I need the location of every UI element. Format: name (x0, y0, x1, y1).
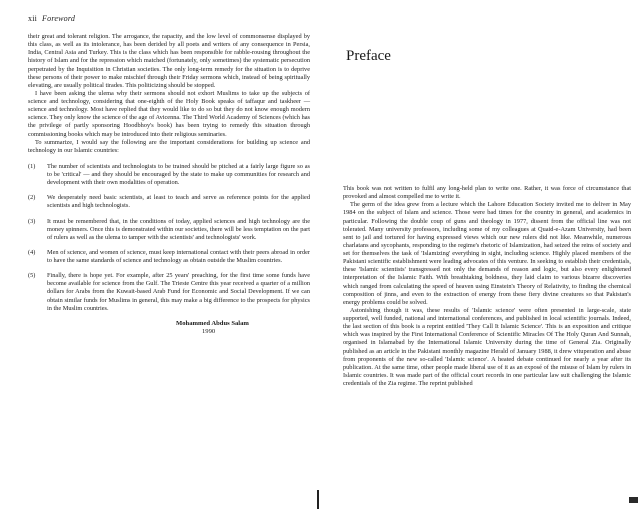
list-item (28, 194, 310, 210)
foreword-body (28, 33, 310, 337)
list-item-text: It must be remembered that, in the conditions of today, applied sciences and high technology are the money spinners. Once this is demonstrated within our societies, there will be less temptation on the part of rulers as well as the ulema to tamper with the scientists' and technologists' work. (47, 217, 310, 241)
list-item (28, 249, 310, 265)
list-item-number: (2) (28, 194, 36, 202)
list-item-number: (1) (28, 162, 36, 170)
foreword-paragraph: their great and tolerant religion. The arrogance, the rapacity, and the low level of commonsense displayed by this class, as well as its intolerance, has been derided by all poets and writers of any consequence in Persia, India, Central Asia and Turkey. This is the class which has been responsible for rabble-rousing throughout the history of Islam and for the repression which matched (fortunately, only sometimes) the systematic persecution perpetrated by the Inquisition in Christian societies. The only long-term remedy for the situation is to deprive these persons of their power to make mischief through their Friday sermons which, instead of being spiritually elevating, are usually political tirades. This politicizing should be stopped. (28, 33, 310, 89)
preface-paragraph: The germ of the idea grew from a lecture which the Lahore Education Society invited me to deliver in May 1984 on the subject of Islam and science. Those were bad times for the country in general, and academics in particular. Following the double coup of guns and theology in 1977, dissent from the official line was not tolerated. Many university professors, including some of my colleagues at Quaid-e-Azam University, had been sent to jail and tortured for having expressed views which our new rulers did not like. Meanwhile, numerous charlatans and sycophants, responding to the regime's rhetoric of Islamization, had seized the reins of society and set for themselves the task of 'Islamizing' everything in sight, including science. Highly placed members of the Pakistani scientific establishment were leading advocates of this venture. In seeking to establish their credentials, these 'Islamic scientists' transgressed not only the demands of reason and logic, but also every enlightened interpretation of the Islamic Faith. With breathtaking boldness, they laid claim to various bizarre discoveries which ranged from calculating the speed of heaven using Einstein's Theory of Relativity, to finding the chemical composition of jinns, and even to the extraction of energy from these fiery divine creatures so that Pakistan's energy problems could be solved. (343, 201, 631, 306)
list-item-text: The number of scientists and technologists to be trained should be pitched at a fairly large figure so as to be 'critical' — and they should be encouraged by the state to make up communities for research and development with their own modalities of operation. (47, 162, 310, 187)
page-number: xii (28, 14, 38, 23)
page-corner-mark (629, 497, 638, 503)
preface-title: Preface (346, 48, 391, 64)
foreword-paragraph: To summarize, I would say the following are the important considerations for building up science and technology in our Islamic countries: (28, 138, 310, 154)
running-title: Foreword (42, 14, 76, 23)
list-item (28, 272, 310, 313)
list-item-text: Finally, there is hope yet. For example, after 25 years' preaching, for the first time some funds have become available for science from the Gulf. The Trieste Centre this year received a quarter of a million dollars for Arabs from the Kuwait-based Arab Fund for Economic and Social Development. If we can obtain similar funds for Muslims in general, this may make a big difference to the prospects for physics in the Muslim countries. (47, 272, 310, 312)
signature-year: 1990 (202, 328, 216, 336)
list-item (28, 163, 310, 187)
list-item-text: Men of science, and women of science, must keep international contact with their peers abroad in order to have the same standards of science and technology as obtain outside the Muslim countries. (47, 248, 310, 264)
list-item (28, 218, 310, 242)
foreword-paragraph: I have been asking the ulema why their sermons should not exhort Muslims to take up the subjects of science and technology, considering that one-eighth of the Holy Book speaks of taffaqur and taskheer — science and technology. Most have replied that they would like to do so but they do not know enough modern science. They only know the science of the age of Avicenna. The Third World Academy of Sciences (which has the privilege of partly sponsoring Hoodbhoy's book) has been trying to remedy this situation through commissioning books which may be introduced into their religious seminaries. (28, 89, 310, 138)
list-item-number: (3) (28, 217, 36, 225)
list-item-text: We desperately need basic scientists, at least to teach and serve as reference points for the applied scientists and high technologists. (47, 194, 310, 210)
right-page (319, 0, 638, 509)
preface-body (343, 185, 631, 388)
preface-paragraph: Astonishing though it was, these results of 'Islamic science' were often presented in large-scale, state supported, well funded, national and international conferences, and published in local scientific journals. Indeed, the last section of this book is a reprint entitled 'They Call It Islamic Science'. This is an exposition and critique which was inspired by the First International Conference of Scientific Miracles Of The Holy Quran And Sunnah, organised in Islamabad by the International Islamic University during the time of General Zia. Originally published as an article in the Pakistani monthly magazine Herald of January 1988, it drew vituperation and abuse from proponents of the new so-called 'Islamic science'. A heated debate continued for nearly a year after its publication. At the same time, other people made liberal use of it as an exposé of the misuse of Islam by rulers in Islamic countries. It was made part of the official court records in one particular law suit challenging the Islamic credentials of the Zia regime. The reprint published (343, 306, 631, 387)
running-header (28, 14, 75, 23)
signature-name: Mohammed Abdus Salam (176, 319, 249, 327)
list-item-number: (5) (28, 272, 36, 280)
left-page (0, 0, 318, 509)
preface-paragraph: This book was not written to fulfil any long-held plan to write one. Rather, it was force of circumstance that provoked and almost compelled me to write it. (343, 185, 631, 201)
list-item-number: (4) (28, 248, 36, 256)
signature-block (176, 320, 310, 337)
considerations-list (28, 163, 310, 313)
